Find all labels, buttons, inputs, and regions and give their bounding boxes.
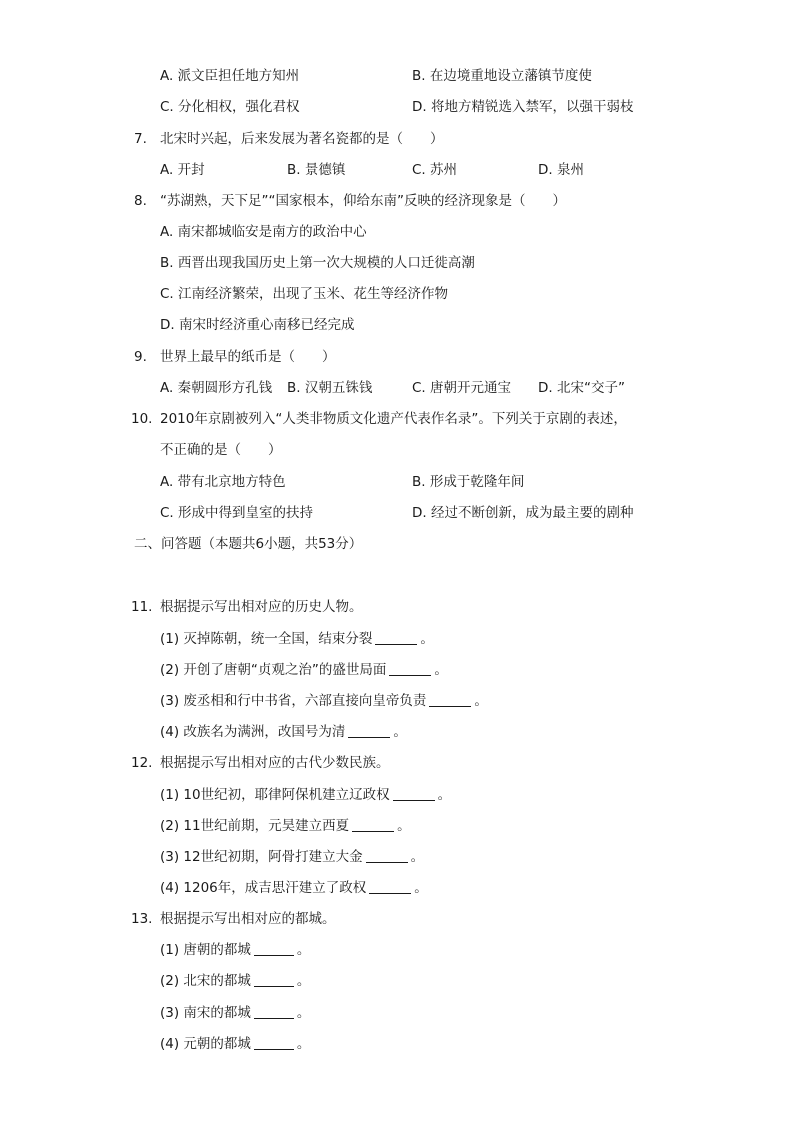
answer-blank[interactable]	[366, 848, 408, 863]
q10-option-d: D. 经过不断创新，成为最主要的剧种	[412, 505, 634, 521]
answer-blank[interactable]	[254, 1035, 294, 1050]
q6-option-c: C. 分化相权，强化君权	[160, 99, 300, 115]
q8-question: “苏湖熟，天下足”“国家根本，仰给东南”反映的经济现象是（ ）	[160, 193, 566, 209]
answer-blank[interactable]	[254, 941, 294, 956]
q8-option-c: C. 江南经济繁荣，出现了玉米、花生等经济作物	[160, 286, 449, 302]
q6-option-d: D. 将地方精锐选入禁军，以强干弱枝	[412, 99, 634, 115]
answer-blank[interactable]	[389, 661, 431, 676]
q12-number: 12.	[131, 755, 153, 771]
answer-blank[interactable]	[254, 972, 294, 987]
q8-option-b: B. 西晋出现我国历史上第一次大规模的人口迁徙高潮	[160, 255, 475, 271]
q12-item-4: (4) 1206年，成吉思汗建立了政权 。	[160, 880, 428, 896]
q8-number: 8.	[134, 193, 147, 209]
section-heading: 二、问答题（本题共6小题，共53分）	[134, 536, 363, 552]
q9-option-d: D. 北宋“交子”	[538, 380, 625, 396]
q11-question: 根据提示写出相对应的历史人物。	[160, 599, 363, 615]
q11-item-3: (3) 废丞相和行中书省，六部直接向皇帝负责 。	[160, 693, 488, 709]
q11-number: 11.	[131, 599, 153, 615]
q10-number: 10.	[131, 411, 153, 427]
q6-option-b: B. 在边境重地设立藩镇节度使	[412, 68, 592, 84]
answer-blank[interactable]	[348, 723, 390, 738]
q13-item-1: (1) 唐朝的都城 。	[160, 942, 311, 958]
q9-option-a: A. 秦朝圆形方孔钱	[160, 380, 273, 396]
q10-question-line1: 2010年京剧被列入“人类非物质文化遗产代表作名录”。下列关于京剧的表述，	[160, 411, 627, 427]
q13-item-2: (2) 北宋的都城 。	[160, 973, 311, 989]
q13-number: 13.	[131, 911, 153, 927]
q9-number: 9.	[134, 349, 147, 365]
q10-option-b: B. 形成于乾隆年间	[412, 474, 525, 490]
answer-blank[interactable]	[352, 817, 394, 832]
q9-option-c: C. 唐朝开元通宝	[412, 380, 512, 396]
answer-blank[interactable]	[254, 1004, 294, 1019]
q12-item-2: (2) 11世纪前期，元昊建立西夏 。	[160, 818, 411, 834]
q7-option-b: B. 景德镇	[287, 162, 346, 178]
q12-item-3: (3) 12世纪初期，阿骨打建立大金 。	[160, 849, 425, 865]
q11-item-2: (2) 开创了唐朝“贞观之治”的盛世局面 。	[160, 662, 448, 678]
answer-blank[interactable]	[369, 879, 411, 894]
q13-item-3: (3) 南宋的都城 。	[160, 1005, 311, 1021]
q10-option-a: A. 带有北京地方特色	[160, 474, 286, 490]
answer-blank[interactable]	[429, 692, 471, 707]
q13-question: 根据提示写出相对应的都城。	[160, 911, 336, 927]
answer-blank[interactable]	[375, 630, 417, 645]
q11-item-1: (1) 灭掉陈朝，统一全国，结束分裂 。	[160, 631, 434, 647]
q8-option-a: A. 南宋都城临安是南方的政治中心	[160, 224, 367, 240]
q10-option-c: C. 形成中得到皇室的扶持	[160, 505, 314, 521]
q9-option-b: B. 汉朝五铢钱	[287, 380, 373, 396]
q12-question: 根据提示写出相对应的古代少数民族。	[160, 755, 390, 771]
q11-item-4: (4) 改族名为满洲，改国号为清 。	[160, 724, 407, 740]
answer-blank[interactable]	[393, 786, 435, 801]
q7-option-a: A. 开封	[160, 162, 205, 178]
q8-option-d: D. 南宋时经济重心南移已经完成	[160, 317, 355, 333]
q12-item-1: (1) 10世纪初，耶律阿保机建立辽政权 。	[160, 787, 452, 803]
q6-option-a: A. 派文臣担任地方知州	[160, 68, 300, 84]
q7-option-d: D. 泉州	[538, 162, 584, 178]
q7-option-c: C. 苏州	[412, 162, 458, 178]
q9-question: 世界上最早的纸币是（ ）	[160, 349, 336, 365]
q10-question-line2: 不正确的是（ ）	[160, 442, 282, 458]
q7-question: 北宋时兴起，后来发展为著名瓷都的是（ ）	[160, 131, 444, 147]
q13-item-4: (4) 元朝的都城 。	[160, 1036, 311, 1052]
q7-number: 7.	[134, 131, 147, 147]
